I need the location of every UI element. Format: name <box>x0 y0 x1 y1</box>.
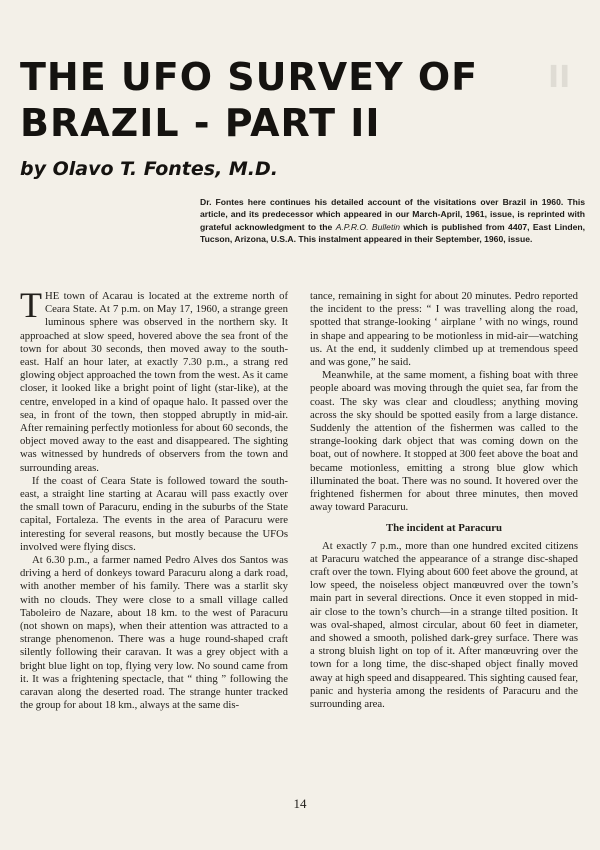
author-byline: by Olavo T. Fontes, M.D. <box>20 158 279 180</box>
bleed-through-text: II <box>548 60 571 95</box>
paragraph: If the coast of Ceara State is followed toward the south-east, a straight line starting at Acarau will pass exactly over the small town of Paracuru, ending in the suburbs of the State capital, Fortaleza. The events in the area of Paracuru were interesting for several reasons, but mostly because the UFOs involved were flying discs. <box>20 474 288 553</box>
paragraph <box>20 285 289 475</box>
drop-cap: T <box>20 285 42 325</box>
intro-text-1: Dr. Fontes here continues his detailed account of the visitations over Brazil in 1960. This article, and its predecessor which appeared in our March-April, 1961, issue, is reprinted with grateful acknowledgment to the <box>200 197 585 232</box>
article-title <box>20 54 580 146</box>
editorial-introduction <box>200 196 585 246</box>
intro-publication-name: A.P.R.O. Bulletin <box>335 221 401 232</box>
right-column <box>310 290 578 711</box>
paragraph: Meanwhile, at the same moment, a fishing boat with three people aboard was moving through the quiet sea, far from the coast. The sky was clear and cloudless; anything moving across the sky should be spotted easily from a large distance. Suddenly the attention of the fishermen was called to the strange-looking dark object that was coming down on the boat, out of nowhere. It stopped at 300 feet above the boat and became motionless, emitting a strong blue glow which illuminated the boat. There was no sound. It hovered over the frightened fishermen for about three minutes, then moved away toward Paracuru. <box>310 369 578 514</box>
page-number: 14 <box>293 796 307 811</box>
paragraph: tance, remaining in sight for about 20 minutes. Pedro reported the incident to the press: “ I was travelling along the road, spotted that strange-looking ‘ airplane ’ with no wings, round in shape and appearing to be motionless in mid-air—watching us. At the end, it suddenly climbed up at tremendous speed and was gone,” he said. <box>310 290 578 369</box>
paragraph: At 6.30 p.m., a farmer named Pedro Alves dos Santos was driving a herd of donkeys toward Paracuru along a dark road, with another member of his family. There was a starlit sky with no clouds. They were close to a small village called Taboleiro de Nazare, about 18 km. to the west of Paracuru (not shown on maps), when their attention was attracted to a strange phenomenon. There was a huge round-shaped craft silently following their caravan. It was a grey object with a bright blue light on top, flying very low. No sound came from it. It was a frightening spectacle, that “ thing ” following the caravan along the deserted road. The strange hunter tracked the group for about 18 km., always at the same dis- <box>20 554 288 712</box>
section-subheading: The incident at Paracuru <box>385 522 503 535</box>
intro-text-2: which is published from 4407, East Linden, Tucson, Arizona, U.S.A. This instalment appeared in their September, 1960, issue. <box>200 221 585 245</box>
paragraph-text: HE town of Acarau is located at the extreme north of Ceara State. At 7 p.m. on May 17, 1960, a strange green luminous sphere was observed in the northern sky. It approached at slow speed, hovered above the sea front of the town for about 30 seconds, then moved away to the south-east. Half an hour later, at exactly 7.30 p.m., a strang red glowing object approached the town from the west. As it came closer, it looked like a bright point of light (star-like), at the centre, enveloped in a kind of opaque halo. It passed over the sea, in front of the town, then stopped abruptly in mid-air. After remaining perfectly motionless for about 60 seconds, the object moved away to the east and disappeared. The sighting was witnessed by hundreds of observers from the town and surrounding areas. <box>20 290 289 474</box>
title-line-1: THE UFO SURVEY OF <box>20 55 479 99</box>
title-line-2: BRAZIL - PART II <box>20 101 381 145</box>
paragraph: At exactly 7 p.m., more than one hundred excited citizens at Paracuru watched the appearance of a strange disc-shaped craft over the town. Flying about 600 feet above the ground, at low speed, the noiseless object manœuvred over the town’s main part in several directions. Once it even stopped in mid-air close to the town’s church—in a strange tilted position. It was oval-shaped, almost circular, about 60 feet in diameter, and showed a smooth, polished dark-grey surface. There was a strong bluish light on top of it. After manœuvring over the town for a long time, the disc-shaped object finally moved away at high speed and disappeared. This sighting caused fear, panic and hysteria among the residents of Paracuru and the surrounding area. <box>310 539 579 711</box>
left-column <box>20 285 289 713</box>
